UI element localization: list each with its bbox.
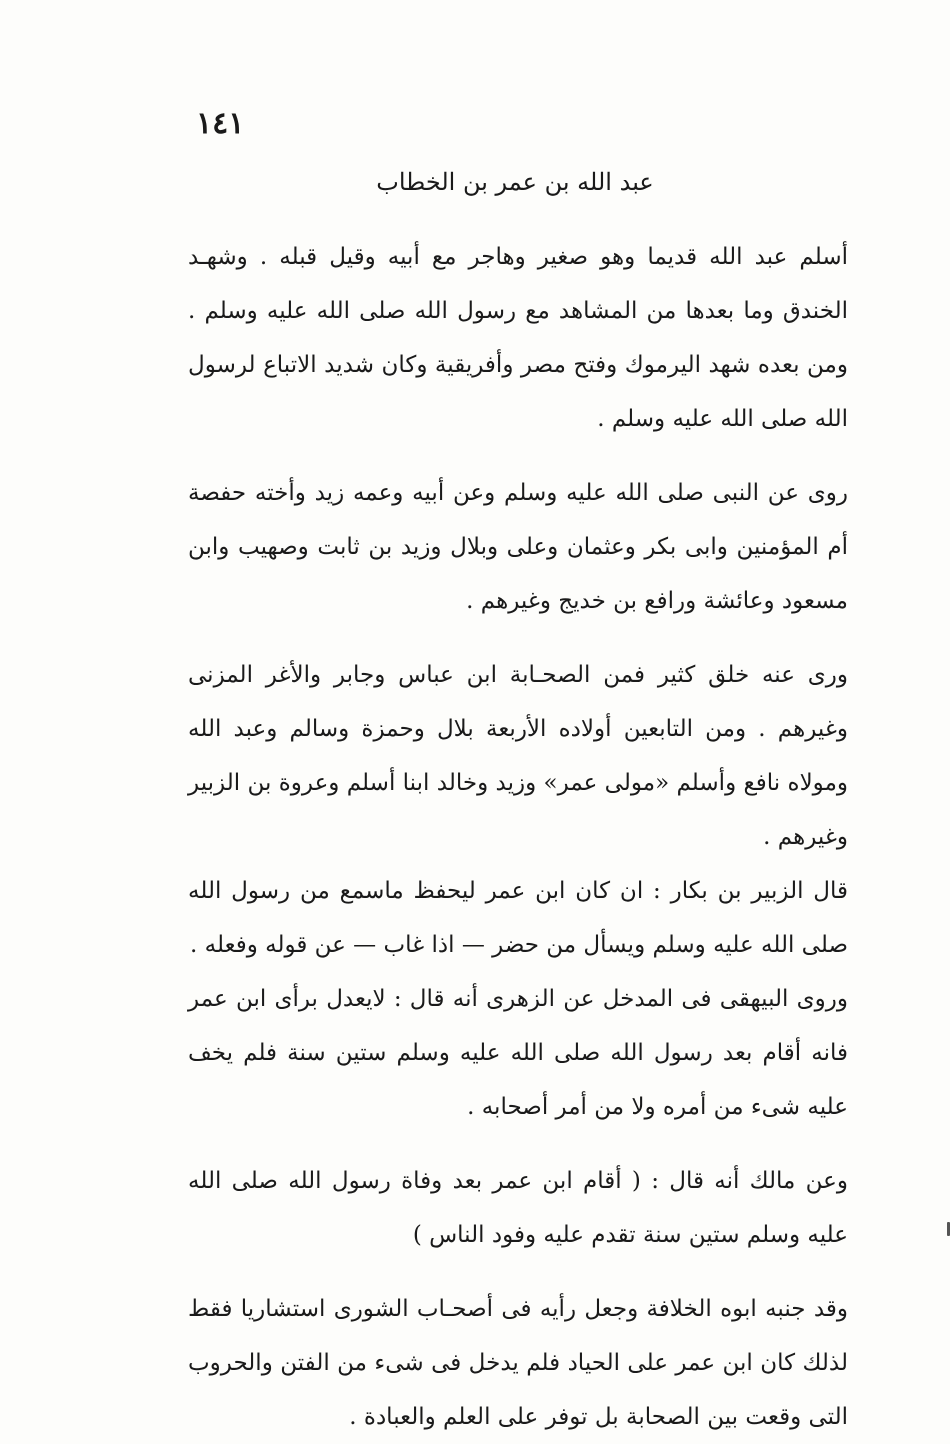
paragraph-narrators: ورى عنه خلق كثير فمن الصحـابة ابن عباس وجابر والأغر المزنى وغيرهم . ومن التابعين أولاده الأربعة بلال وحمزة وسالم وعبد الله ومولاه نافع وأسلم «مولى عمر» وزيد وخالد ابنا أسلم وعروة بن الزبير وغيرهم . xyxy=(188,662,848,850)
chapter-title: عبد الله بن عمر بن الخطاب xyxy=(376,168,654,196)
paragraph-zubair-quote: قال الزبير بن بكار : ان كان ابن عمر ليحفظ ماسمع من رسول الله صلى الله عليه وسلم ويسأل من حضر — اذا غاب — عن قوله وفعله . xyxy=(188,878,848,958)
paragraph-malik-quote: وعن مالك أنه قال : ( أقام ابن عمر بعد وفاة رسول الله صلى الله عليه وسلم ستين سنة تقدم عليه وفود الناس ) xyxy=(188,1168,848,1248)
paragraph-conversion: أسلم عبد الله قديما وهو صغير وهاجر مع أبيه وقيل قبله . وشهـد الخندق وما بعدها من المشاهد مع رسول الله صلى الله عليه وسلم . ومن بعده شهد اليرموك وفتح مصر وأفريقية وكان شديد الاتباع لرسول الله صلى الله عليه وسلم . xyxy=(188,244,848,432)
paragraph-bayhaqi-quote: وروى البيهقى فى المدخل عن الزهرى أنه قال : لايعدل برأى ابن عمر فانه أقام بعد رسول الله صلى الله عليه وسلم ستين سنة فلم يخف عليه شىء من أمره ولا من أمر أصحابه . xyxy=(188,986,848,1120)
paragraph-narrated-from: روى عن النبى صلى الله عليه وسلم وعن أبيه وعمه زيد وأخته حفصة أم المؤمنين وابى بكر وعثمان وعلى وبلال وزيد بن ثابت وصهيب وابن مسعود وعائشة ورافع بن خديج وغيرهم . xyxy=(188,480,848,614)
body-text xyxy=(188,230,848,1444)
page-number: ١٤١ xyxy=(196,106,245,141)
paragraph-caliphate: وقد جنبه ابوه الخلافة وجعل رأيه فى أصحـاب الشورى استشاريا فقط لذلك كان ابن عمر على الحياد فلم يدخل فى شىء من الفتن والحروب التى وقعت بين الصحابة بل توفر على العلم والعبادة . xyxy=(188,1296,848,1430)
